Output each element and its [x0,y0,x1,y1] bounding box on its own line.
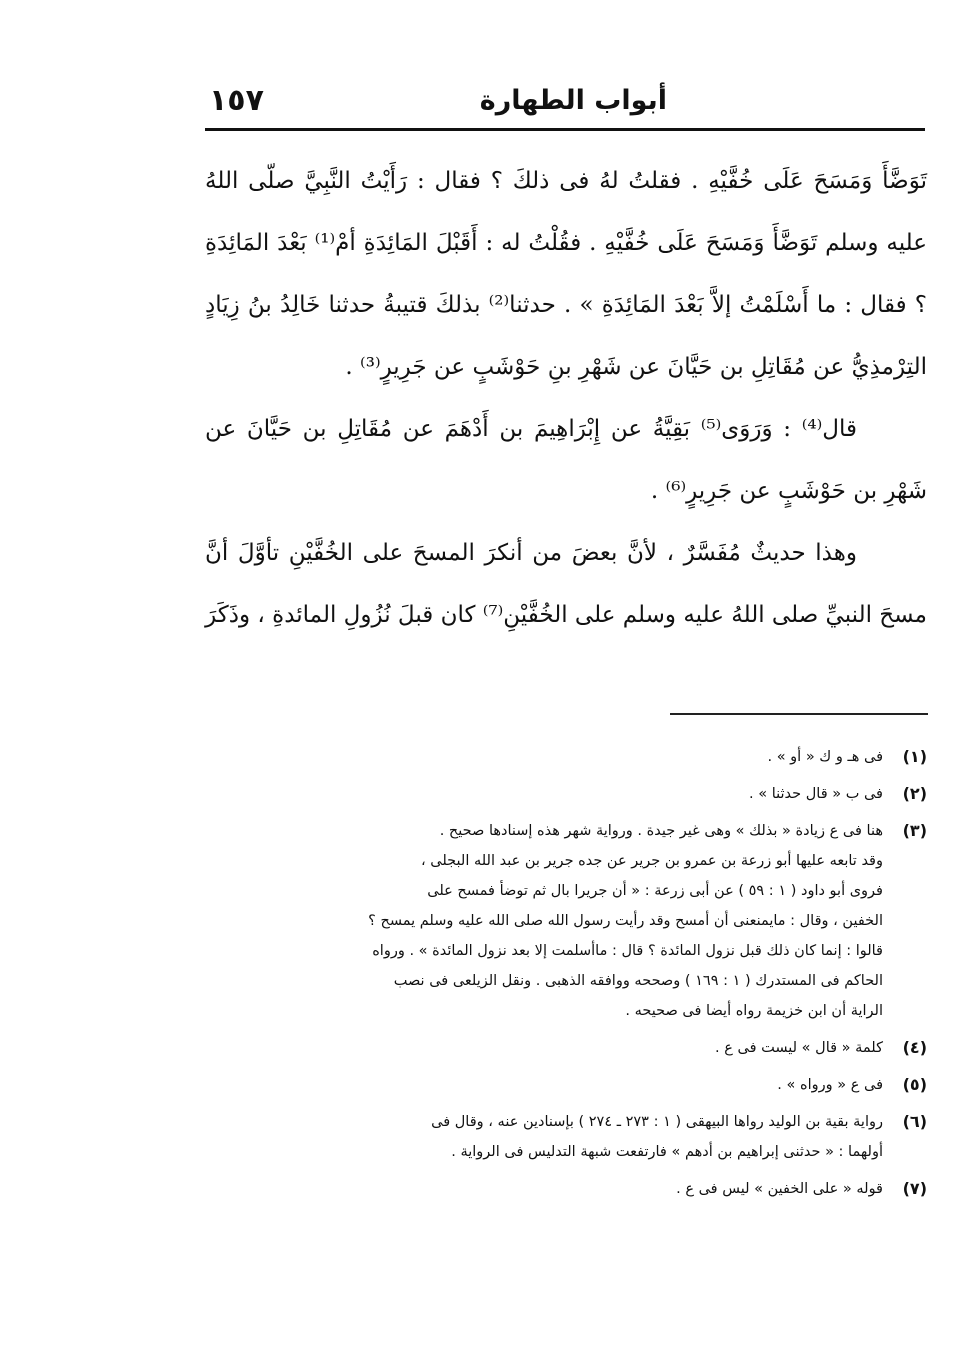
paragraph: قال⁽⁴⁾ : وَرَوَى⁽⁵⁾ بَقِيَّةُ عن إِبْرَاهِيمَ بن أَدْهَمَ عن مُقَاتِلِ بن حَيَّانَ عن شَهْرِ بن حَوْشَبٍ عن جَرِيرٍ⁽⁶⁾ . [205,416,927,504]
footnote-line: أولهما : « حدثنى إبراهيم بن أدهم » فارتفعت شبهة التدليس فى الرواية . [451,1144,883,1160]
footnote [205,1107,927,1167]
footnote-line: قوله « على الخفين » ليس فى ع . [676,1181,883,1197]
footnote [205,1070,927,1100]
footnote-line: رواية بقية بن الوليد رواها البيهقى ( ١ : ٢٧٣ ـ ٢٧٤ ) بإسنادين عنه ، وقال فى [431,1114,883,1130]
page-header [205,78,925,128]
footnote-number: (٢) [902,784,927,803]
running-title: أبواب الطهارة [479,85,667,116]
footnote-number: (٣) [902,821,927,840]
footnote-separator [670,713,928,715]
footnote-text [205,816,883,1026]
footnote-text [205,779,883,809]
footnote-line: الحاكم فى المستدرك ( ١ : ١٦٩ ) وصححه ووافقه الذهبى . ونقل الزيلعى فى نصب [393,973,883,989]
footnote-number: (٥) [902,1075,927,1094]
footnote [205,816,927,1026]
footnote-text [205,1070,883,1100]
paragraph: تَوَضَّأَ وَمَسَحَ عَلَى خُفَّيْهِ . فقلتُ لهُ فى ذلكَ ؟ فقال : رَأَيْتُ النَّبِيَّ صلّى اللهُ عليه وسلم تَوَضَّأَ وَمَسَحَ عَلَى خُفَّيْهِ . فقُلْتُ له : أَقَبْلَ المَائِدَةِ أمْ⁽¹⁾ بَعْدَ المَائِدَةِ ؟ فقال : ما أَسْلَمْتُ إلاَّ بَعْدَ المَائِدَةِ » . حدثنا⁽²⁾ بذلكَ قتيبةُ حدثنا خَالِدُ بنُ زِيَادٍ التِرْمذِيُّ عن مُقَاتِلِ بن حَيَّانَ عن شَهْرِ بنِ حَوْشَبٍ عن جَرِيرٍ⁽³⁾ . [205,168,927,380]
footnote-line: فى ب « قال حدثنا » . [749,786,883,802]
footnote [205,1174,927,1204]
footnote-text [205,742,883,772]
main-text [205,150,927,646]
footnote-text [205,1107,883,1167]
footnote-text [205,1033,883,1063]
header-rule [205,128,925,131]
footnote [205,779,927,809]
footnote-line: قالوا : إنما كان ذلك قبل نزول المائدة ؟ قال : ماأسلمت إلا بعد نزول المائدة » . ورواه [372,943,883,959]
footnote-text [205,1174,883,1204]
footnote-line: فروى أبو داود ( ١ : ٥٩ ) عن أبى زرعة : « أن جريرا بال ثم توضأ فمسح على [427,883,883,899]
footnote-line: هنا فى ع زيادة « بذلك » وهى غير جيدة . ورواية شهر هذه إسنادها صحيح . [439,823,883,839]
footnote-number: (١) [902,747,927,766]
footnote-line: الخفين ، وقال : مايمنعنى أن أمسح وقد رأيت رسول الله صلى الله عليه وسلم يمسح ؟ [368,913,883,929]
footnote-number: (٤) [902,1038,927,1057]
footnote-line: فى ع « ورواه » . [777,1077,883,1093]
footnote-line: وقد تابعه عليها أبو زرعة بن عمرو بن جرير عن جده جرير بن عبد الله البجلى ، [421,853,883,869]
footnotes [205,742,927,1211]
page-number: ١٥٧ [209,83,264,118]
footnote [205,742,927,772]
paragraph: وهذا حديثٌ مُفَسَّرٌ ، لأنَّ بعضَ من أنكرَ المسحَ على الخُفَّيْنِ تأوَّلَ أنَّ مسحَ النبيِّ صلى اللهُ عليه وسلم على الخُفَّيْنِ⁽⁷⁾ كان قبلَ نُزُولِ المائدةِ ، وذَكَرَ [205,540,927,628]
footnote-number: (٧) [902,1179,927,1198]
footnote-line: الراية أن ابن خزيمة رواه أيضا فى صحيحه . [625,1003,883,1019]
footnote-line: كلمة « قال » ليست فى ع . [715,1040,883,1056]
footnote-number: (٦) [902,1112,927,1131]
footnote [205,1033,927,1063]
footnote-line: فى هـ و ك « أو » . [767,749,883,765]
